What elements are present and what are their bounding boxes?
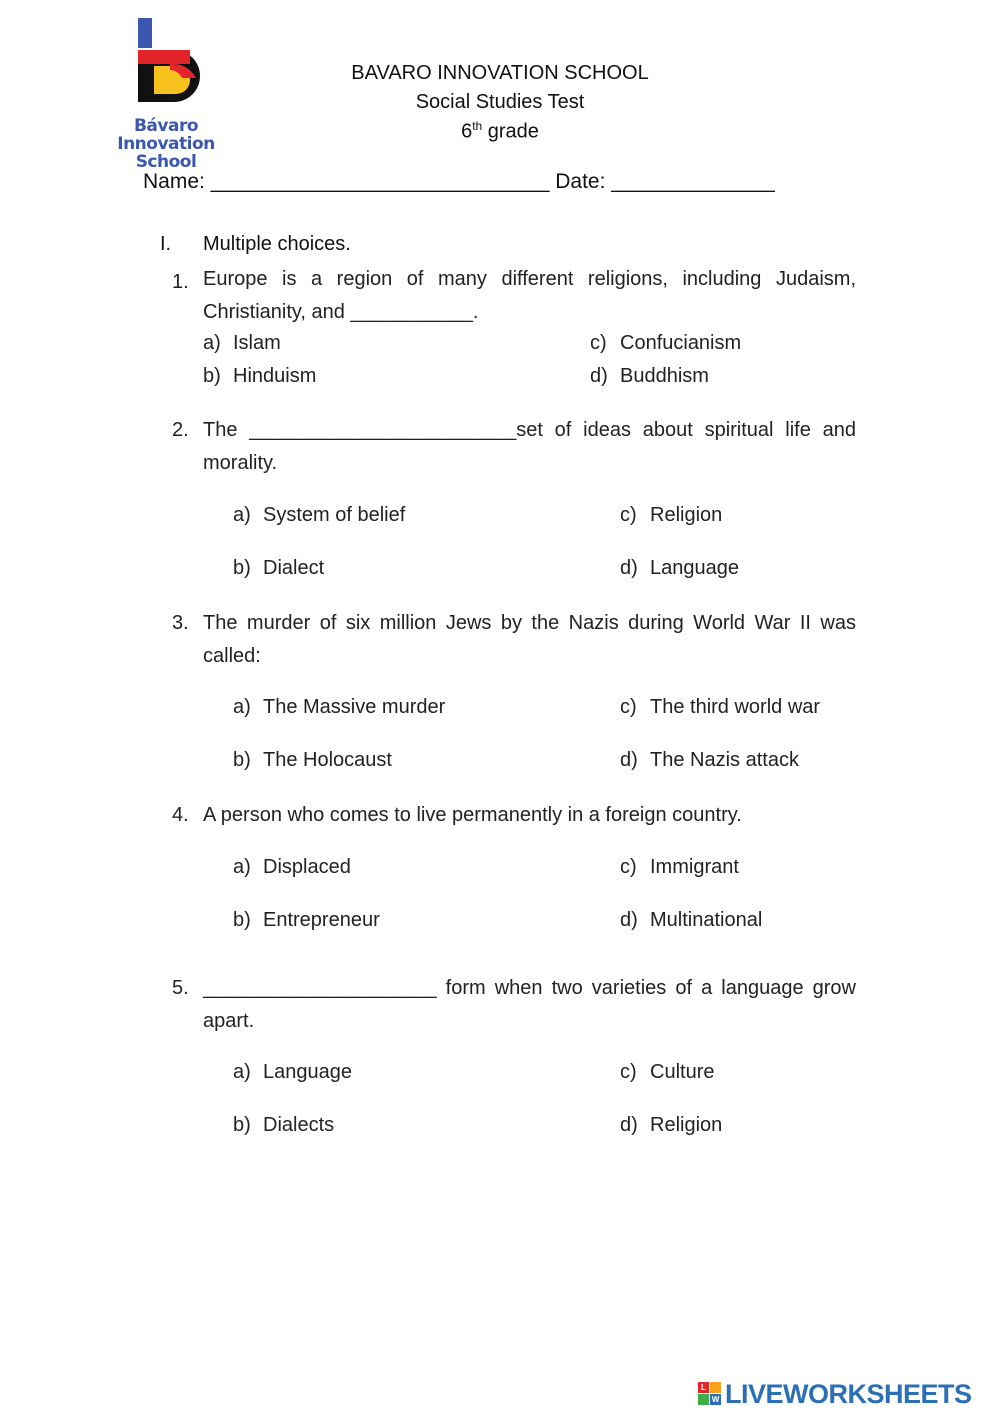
question-number: 1. xyxy=(172,271,189,293)
option-letter: c) xyxy=(620,1061,637,1083)
option-text: Multinational xyxy=(650,909,763,931)
question-number: 2. xyxy=(172,419,189,441)
option-letter: c) xyxy=(620,696,637,718)
date-label: Date: xyxy=(549,170,612,193)
date-field[interactable]: ______________ xyxy=(611,170,775,193)
option-text: Culture xyxy=(650,1061,715,1083)
option-c[interactable] xyxy=(620,856,739,879)
option-a[interactable] xyxy=(233,856,351,879)
option-text: System of belief xyxy=(263,504,406,526)
option-d[interactable] xyxy=(620,749,799,772)
option-text: Religion xyxy=(650,1114,723,1136)
option-a[interactable] xyxy=(233,696,445,719)
option-text: Language xyxy=(650,557,739,579)
liveworksheets-text: LIVEWORKSHEETS xyxy=(725,1379,972,1409)
question-text: _____________________ form when two varieties of a language grow apart. xyxy=(203,977,856,1032)
option-a[interactable] xyxy=(233,504,405,527)
option-letter: b) xyxy=(233,1114,251,1136)
option-letter: d) xyxy=(620,749,638,771)
school-logo-text xyxy=(86,117,246,171)
option-b[interactable] xyxy=(203,365,316,388)
option-d[interactable] xyxy=(590,365,709,388)
option-text: Immigrant xyxy=(650,856,739,878)
option-text: The third world war xyxy=(650,696,821,718)
option-letter: a) xyxy=(233,1061,251,1083)
liveworksheets-icon xyxy=(698,1382,722,1406)
option-letter: b) xyxy=(233,909,251,931)
option-c[interactable] xyxy=(590,332,741,355)
option-d[interactable] xyxy=(620,557,739,580)
option-letter: d) xyxy=(590,365,608,387)
option-text: Buddhism xyxy=(620,365,709,387)
option-letter: b) xyxy=(233,749,251,771)
option-letter: a) xyxy=(233,504,251,526)
grade-word: grade xyxy=(487,120,539,143)
logo-text-line2: School xyxy=(135,152,197,172)
section-title: Multiple choices. xyxy=(203,233,351,255)
option-letter: d) xyxy=(620,909,638,931)
section-numeral: I. xyxy=(160,233,172,255)
option-letter: c) xyxy=(620,504,637,526)
question-text: Europe is a region of many different religions, including Judaism, Christianity, and ___________. xyxy=(203,268,856,323)
question-text: The ________________________set of ideas about spiritual life and morality. xyxy=(203,419,856,474)
option-c[interactable] xyxy=(620,1061,714,1084)
option-letter: b) xyxy=(203,365,221,387)
option-text: Dialect xyxy=(263,557,325,579)
option-text: Language xyxy=(263,1061,352,1083)
grade-number: 6 xyxy=(461,120,473,143)
option-b[interactable] xyxy=(233,749,392,772)
option-letter: d) xyxy=(620,1114,638,1136)
option-a[interactable] xyxy=(203,332,281,355)
option-text: Confucianism xyxy=(620,332,742,354)
option-text: Religion xyxy=(650,504,723,526)
grade-heading xyxy=(300,119,700,144)
icon-letter-w: W xyxy=(711,1395,720,1404)
school-name: BAVARO INNOVATION SCHOOL xyxy=(351,62,649,84)
option-text: The Holocaust xyxy=(263,749,392,771)
option-letter: b) xyxy=(233,557,251,579)
option-text: The Nazis attack xyxy=(650,749,799,771)
question-text: A person who comes to live permanently in a foreign country. xyxy=(203,804,742,826)
option-c[interactable] xyxy=(620,504,722,527)
name-label: Name: xyxy=(143,170,211,193)
option-text: Hinduism xyxy=(233,365,317,387)
name-date-line xyxy=(143,170,775,194)
question-number: 5. xyxy=(172,977,189,999)
option-c[interactable] xyxy=(620,696,820,719)
option-b[interactable] xyxy=(233,1114,334,1137)
question-text: The murder of six million Jews by the Nazis during World War II was called: xyxy=(203,612,856,667)
option-letter: a) xyxy=(233,696,251,718)
option-letter: a) xyxy=(203,332,221,354)
option-text: Dialects xyxy=(263,1114,335,1136)
icon-letter-l: L xyxy=(698,1382,709,1393)
option-text: The Massive murder xyxy=(263,696,446,718)
option-letter: c) xyxy=(620,856,637,878)
option-text: Islam xyxy=(233,332,281,354)
question-number: 3. xyxy=(172,612,189,634)
option-d[interactable] xyxy=(620,1114,722,1137)
option-d[interactable] xyxy=(620,909,762,932)
logo-text-line1: Bávaro Innovation xyxy=(117,116,215,154)
option-b[interactable] xyxy=(233,557,324,580)
option-b[interactable] xyxy=(233,909,380,932)
name-field[interactable]: _____________________________ xyxy=(210,170,550,193)
option-a[interactable] xyxy=(233,1061,352,1084)
school-logo-icon xyxy=(126,18,206,118)
option-text: Entrepreneur xyxy=(263,909,380,931)
question-number: 4. xyxy=(172,804,189,826)
test-subject: Social Studies Test xyxy=(415,91,585,113)
option-letter: a) xyxy=(233,856,251,878)
grade-suffix: th xyxy=(472,119,483,133)
option-letter: c) xyxy=(590,332,607,354)
option-text: Displaced xyxy=(263,856,351,878)
option-letter: d) xyxy=(620,557,638,579)
